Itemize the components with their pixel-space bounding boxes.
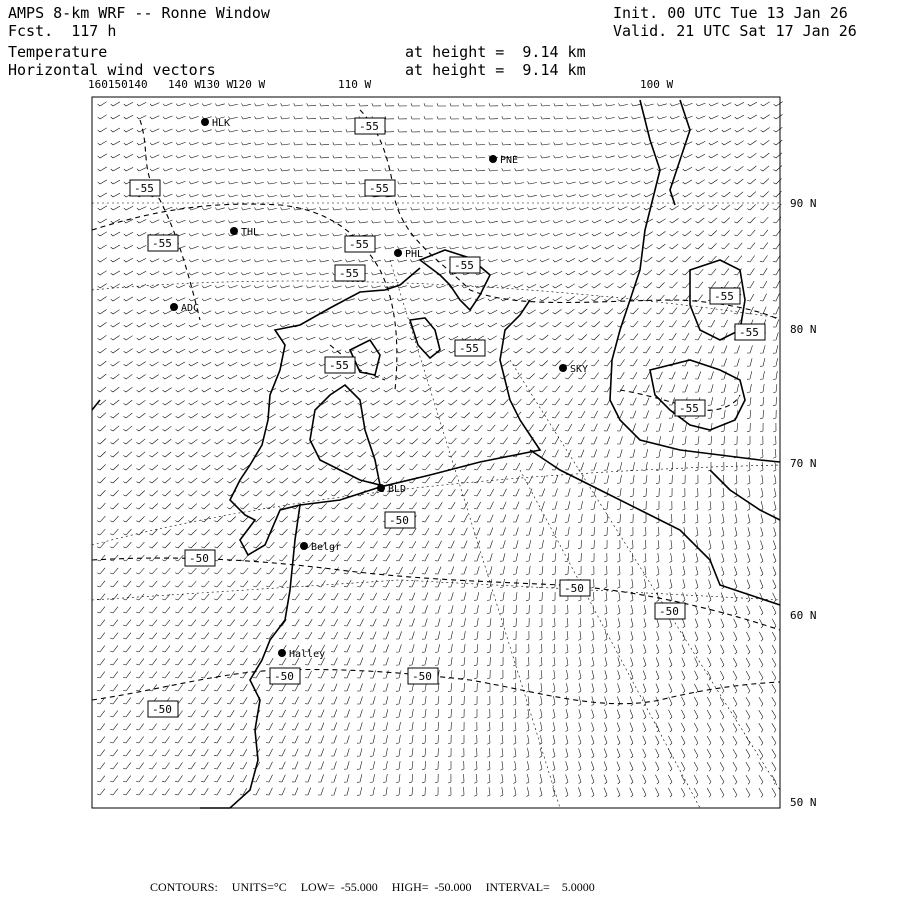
contour-label — [735, 324, 765, 340]
contour-label-text: -50 — [189, 552, 209, 565]
lon-label-140: 140 W — [168, 78, 202, 91]
coast-segment-6 — [670, 100, 690, 205]
contour-label-text: -55 — [454, 259, 474, 272]
model-title: AMPS 8-km WRF -- Ronne Window — [8, 4, 270, 22]
station-label: SKY — [570, 364, 589, 375]
contour-legend — [150, 880, 609, 895]
forecast-hours: 117 h — [71, 22, 117, 40]
forecast-label: Fcst. — [8, 22, 54, 40]
contour-label-text: -50 — [152, 703, 172, 716]
meridian-b — [510, 360, 780, 790]
lat-label-80: 80 N — [790, 323, 817, 336]
grid-line-60n — [92, 580, 780, 600]
station-marker — [201, 118, 209, 126]
map-frame — [92, 97, 780, 808]
contour-label — [345, 236, 375, 252]
contour-label — [450, 257, 480, 273]
contour-label-text: -55 — [679, 402, 699, 415]
station-marker — [394, 249, 402, 257]
init-value: 00 UTC Tue 13 Jan 26 — [667, 4, 848, 22]
lat-label-90: 90 N — [790, 197, 817, 210]
contour-label — [385, 512, 415, 528]
legend-interval: INTERVAL= 5.0000 — [485, 880, 595, 894]
field-wind: Horizontal wind vectors — [8, 61, 216, 79]
contour-minus55-far-west — [140, 120, 200, 320]
contour-label-layer — [130, 118, 765, 717]
contour-label — [408, 668, 438, 684]
island-5 — [650, 360, 745, 430]
contour-label — [148, 235, 178, 251]
station-label: BLD — [388, 484, 407, 495]
init-label: Init. — [613, 4, 659, 22]
contour-label-text: -50 — [389, 514, 409, 527]
contour-label — [655, 603, 685, 619]
station-marker — [230, 227, 238, 235]
contour-label — [325, 357, 355, 373]
contour-label — [335, 265, 365, 281]
station-layer — [170, 118, 588, 660]
legend-low: LOW= -55.000 — [300, 880, 378, 894]
contour-label-text: -50 — [274, 670, 294, 683]
height-label-2: at height = 9.14 km — [405, 61, 586, 79]
meridian-c — [520, 470, 700, 808]
station-label: ADC — [181, 303, 200, 314]
longitude-labels — [88, 78, 673, 91]
station-label: Belgr — [311, 542, 342, 553]
station-label: HLK — [212, 118, 231, 129]
valid-label: Valid. — [613, 22, 668, 40]
lon-label-160: 160150140 — [88, 78, 148, 91]
lon-label-130: 130 W — [200, 78, 234, 91]
lat-label-50: 50 N — [790, 796, 817, 809]
contour-label — [365, 180, 395, 196]
contour-label-text: -55 — [134, 182, 154, 195]
station-label: Halley — [289, 649, 326, 660]
contour-label — [675, 400, 705, 416]
contour-label — [710, 288, 740, 304]
station-marker — [489, 155, 497, 163]
contour-label-text: -50 — [659, 605, 679, 618]
station-marker — [300, 542, 308, 550]
contour-label — [185, 550, 215, 566]
contour-label — [130, 180, 160, 196]
lat-label-60: 60 N — [790, 609, 817, 622]
coast-segment-2 — [300, 300, 540, 505]
contour-label-text: -55 — [359, 120, 379, 133]
contour-label — [148, 701, 178, 717]
height-label-1: at height = 9.14 km — [405, 43, 586, 61]
legend-units: UNITS=°C — [231, 880, 287, 894]
station-marker — [377, 484, 385, 492]
station-marker — [278, 649, 286, 657]
contour-label-text: -50 — [564, 582, 584, 595]
contour-label-text: -55 — [152, 237, 172, 250]
contour-label-text: -50 — [412, 670, 432, 683]
station-label: PNE — [500, 155, 519, 166]
coast-segment-7 — [710, 470, 780, 520]
valid-value: 21 UTC Sat 17 Jan 26 — [676, 22, 857, 40]
lon-label-110: 110 W — [338, 78, 372, 91]
station-marker — [559, 364, 567, 372]
station-marker — [170, 303, 178, 311]
contour-label-text: -55 — [369, 182, 389, 195]
field-temperature: Temperature — [8, 43, 108, 61]
contour-label — [560, 580, 590, 596]
coast-segment-5 — [610, 100, 660, 400]
lon-label-120: 120 W — [232, 78, 266, 91]
station-label: THL — [241, 227, 260, 238]
legend-high: HIGH= -50.000 — [391, 880, 472, 894]
contour-label — [355, 118, 385, 134]
contour-label-text: -55 — [339, 267, 359, 280]
latitude-labels — [790, 197, 817, 809]
contour-label-text: -55 — [714, 290, 734, 303]
station-label: PHL — [405, 249, 424, 260]
lon-label-100: 100 W — [640, 78, 674, 91]
lat-label-70: 70 N — [790, 457, 817, 470]
legend-contours: CONTOURS: — [150, 880, 218, 894]
contour-label-text: -55 — [329, 359, 349, 372]
contour-label — [455, 340, 485, 356]
contour-label-text: -55 — [349, 238, 369, 251]
coast-segment-0 — [92, 400, 100, 410]
contour-label-text: -55 — [459, 342, 479, 355]
contour-label — [270, 668, 300, 684]
contour-label-text: -55 — [739, 326, 759, 339]
coast-segment-1 — [200, 268, 420, 808]
